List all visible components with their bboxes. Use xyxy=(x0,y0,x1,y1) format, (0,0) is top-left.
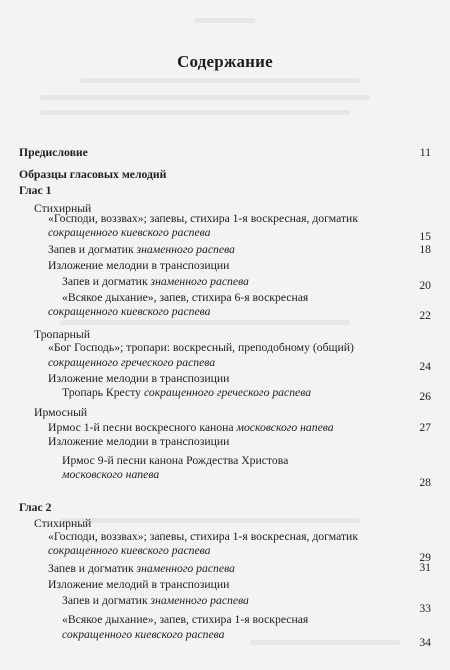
toc-page-number: 29 xyxy=(419,551,431,564)
toc-entry-text: Образцы гласовых мелодий xyxy=(19,168,167,181)
toc-entry-text: Изложение мелодий в транспозиции xyxy=(48,578,230,591)
toc-entry-text: Тропарь Кресту сокращенного греческого распева xyxy=(62,386,312,399)
toc-entry-continuation xyxy=(0,626,450,649)
toc-page-number: 22 xyxy=(419,309,431,322)
toc-entry-text: сокращенного греческого распева xyxy=(48,356,216,369)
toc-entry-text: Запев и догматик знаменного распева xyxy=(48,243,235,256)
toc-entry-text: сокращенного киевского распева xyxy=(62,628,225,641)
toc-entry-text: Тропарный xyxy=(34,328,91,341)
toc-entry-text: Стихирный xyxy=(34,517,92,530)
toc-entry xyxy=(0,433,450,451)
toc-entry-text: Запев и догматик знаменного распева xyxy=(62,594,249,607)
toc-entry-continuation xyxy=(0,224,450,242)
toc-entry-continuation xyxy=(0,466,450,489)
toc-page-number: 28 xyxy=(419,476,431,489)
toc-page-number: 11 xyxy=(419,146,431,159)
toc-entry-text: «Всякое дыхание», запев, стихира 1-я воскресная xyxy=(62,613,309,626)
toc-entry-text: «Бог Господь»; тропари: воскресный, преподобному (общий) xyxy=(48,341,354,354)
toc-entry-text: сокращенного киевского распева xyxy=(48,544,211,557)
toc-entry-continuation xyxy=(0,542,450,564)
toc-page-number: 34 xyxy=(419,636,431,649)
toc-entry-text: Ирмос 1-й песни воскресного канона московского напева xyxy=(48,421,334,434)
toc-entry-text: Стихирный xyxy=(34,202,92,215)
toc-page-number: 33 xyxy=(419,602,431,615)
toc-entry-text: Глас 2 xyxy=(19,501,52,514)
toc-page-number: 26 xyxy=(419,390,431,403)
toc-entry-text: Ирмосный xyxy=(34,406,88,419)
toc-entry-text: сокращенного киевского распева xyxy=(48,226,211,239)
toc-entry xyxy=(0,592,450,615)
toc-entry-text: Изложение мелодии в транспозиции xyxy=(48,259,230,272)
toc-entry-text: Запев и догматик знаменного распева xyxy=(62,275,249,288)
toc-entry-continuation xyxy=(0,303,450,321)
toc-section-heading xyxy=(0,182,450,200)
toc-entry-text: сокращенного киевского распева xyxy=(48,305,211,318)
toc-entry-text: Изложение мелодии в транспозиции xyxy=(48,372,230,385)
toc-entry-text: московского напева xyxy=(62,468,160,481)
toc-entry xyxy=(0,144,450,162)
toc-entry-text: Предисловие xyxy=(19,146,88,159)
toc-entry xyxy=(0,384,450,402)
toc-entry-text: «Господи, воззвах»; запевы, стихира 1-я воскресная, догматик xyxy=(48,530,358,543)
toc-page-number: 31 xyxy=(419,561,431,574)
toc-entry-text: «Господи, воззвах»; запевы, стихира 1-я воскресная, догматик xyxy=(48,212,358,225)
toc-page-number: 20 xyxy=(419,279,431,292)
toc-page-number: 18 xyxy=(419,243,431,256)
toc-entry-text: «Всякое дыхание», запев, стихира 6-я воскресная xyxy=(62,291,309,304)
page-title: Содержание xyxy=(177,52,273,71)
toc-entry-text: Глас 1 xyxy=(19,184,52,197)
toc-page-number: 15 xyxy=(419,230,431,243)
toc-entry-text: Ирмос 9-й песни канона Рождества Христова xyxy=(62,454,289,467)
toc-entry-text: Изложение мелодии в транспозиции xyxy=(48,435,230,448)
toc-page-number: 27 xyxy=(419,421,431,434)
toc-page-number: 24 xyxy=(419,360,431,373)
toc-entry-text: Запев и догматик знаменного распева xyxy=(48,562,235,575)
